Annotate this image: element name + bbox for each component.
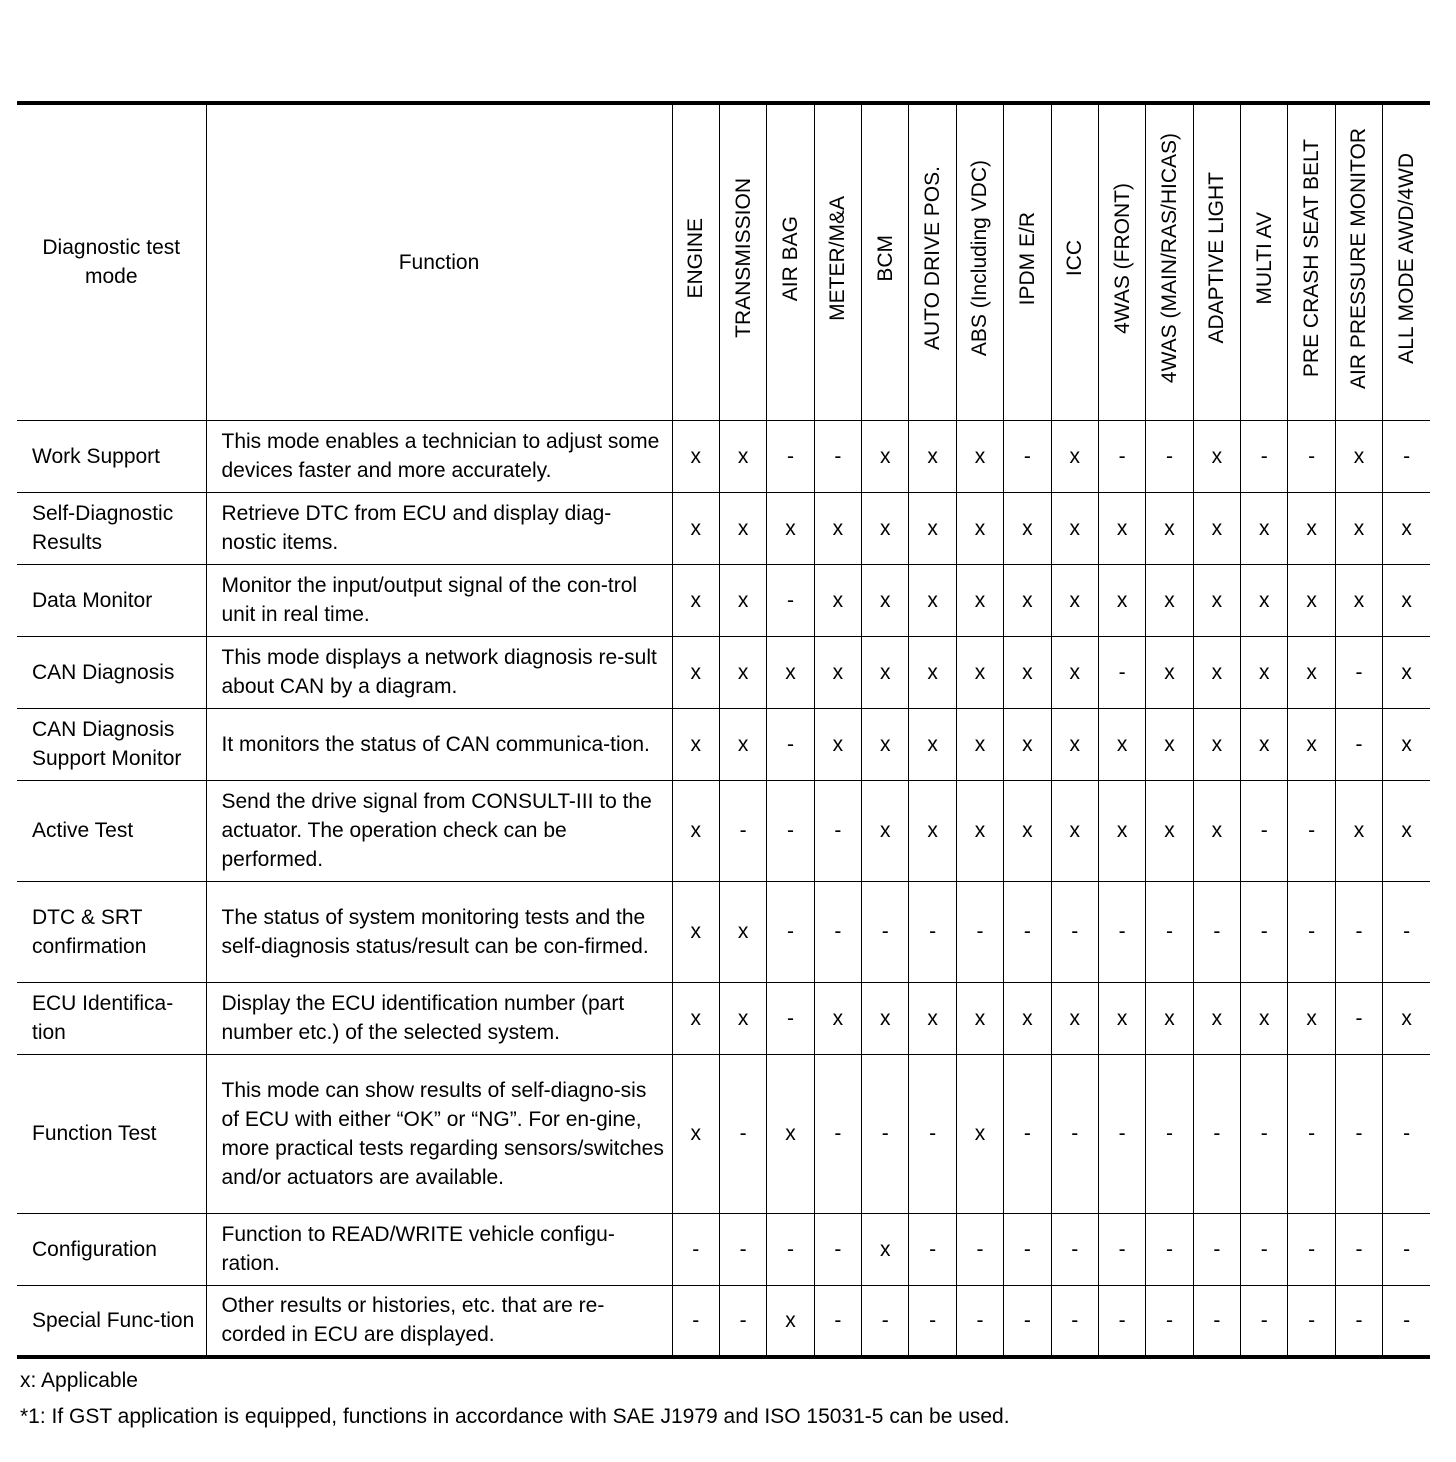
table-row — [17, 881, 1430, 982]
applicability-cell: x — [719, 420, 766, 492]
header-system-label: ADAPTIVE LIGHT — [1205, 172, 1229, 345]
applicability-cell: x — [1335, 420, 1382, 492]
table-row — [17, 780, 1430, 881]
applicability-cell: x — [1004, 780, 1051, 881]
applicability-cell: x — [1146, 492, 1193, 564]
mode-cell: Active Test — [17, 780, 206, 881]
applicability-cell: x — [1193, 492, 1240, 564]
applicability-cell: - — [1098, 1054, 1145, 1213]
applicability-cell: - — [909, 1213, 956, 1285]
mode-cell: Self-Diagnostic Results — [17, 492, 206, 564]
applicability-cell: x — [1383, 982, 1430, 1054]
applicability-cell: x — [1383, 492, 1430, 564]
applicability-cell: - — [1051, 1213, 1098, 1285]
header-system — [1146, 103, 1193, 420]
applicability-cell: - — [1098, 420, 1145, 492]
applicability-cell: x — [1335, 492, 1382, 564]
applicability-cell: - — [909, 1054, 956, 1213]
function-cell: The status of system monitoring tests and the self-diagnosis status/result can be con-firmed. — [206, 881, 672, 982]
applicability-cell: - — [1098, 881, 1145, 982]
applicability-cell: - — [767, 780, 814, 881]
applicability-cell: x — [862, 564, 909, 636]
applicability-cell: - — [1193, 881, 1240, 982]
footnote: *1: If GST application is equipped, functions in accordance with SAE J1979 and ISO 15031-5 can be used. — [20, 1405, 1010, 1428]
applicability-cell: x — [814, 492, 861, 564]
applicability-cell: x — [956, 708, 1003, 780]
header-system-label: AUTO DRIVE POS. — [921, 166, 945, 351]
applicability-cell: - — [909, 881, 956, 982]
applicability-cell: - — [1051, 881, 1098, 982]
function-cell: Other results or histories, etc. that are re-corded in ECU are displayed. — [206, 1285, 672, 1357]
applicability-cell: x — [1288, 636, 1335, 708]
applicability-cell: - — [672, 1285, 719, 1357]
applicability-cell: - — [1383, 1213, 1430, 1285]
header-system-label: AIR PRESSURE MONITOR — [1347, 127, 1371, 389]
applicability-cell: - — [1146, 881, 1193, 982]
mode-cell: Configuration — [17, 1213, 206, 1285]
applicability-cell: - — [767, 982, 814, 1054]
applicability-cell: x — [1288, 708, 1335, 780]
table-row — [17, 1285, 1430, 1357]
table-row — [17, 636, 1430, 708]
applicability-cell: x — [1335, 564, 1382, 636]
header-system — [956, 103, 1003, 420]
applicability-cell: x — [956, 636, 1003, 708]
applicability-cell: - — [956, 1285, 1003, 1357]
applicability-cell: x — [1146, 636, 1193, 708]
applicability-cell: x — [1146, 780, 1193, 881]
applicability-cell: x — [862, 636, 909, 708]
applicability-cell: x — [956, 492, 1003, 564]
applicability-cell: - — [1383, 1285, 1430, 1357]
applicability-cell: x — [1051, 420, 1098, 492]
applicability-cell: - — [1383, 420, 1430, 492]
applicability-cell: - — [1146, 1285, 1193, 1357]
applicability-cell: - — [1383, 1054, 1430, 1213]
applicability-cell: x — [1051, 492, 1098, 564]
applicability-cell: x — [672, 881, 719, 982]
applicability-cell: x — [1004, 564, 1051, 636]
header-system-label: TRANSMISSION — [731, 178, 755, 339]
applicability-cell: x — [672, 636, 719, 708]
applicability-cell: - — [862, 1054, 909, 1213]
table-row — [17, 564, 1430, 636]
applicability-cell: - — [1004, 420, 1051, 492]
function-cell: It monitors the status of CAN communica-tion. — [206, 708, 672, 780]
applicability-cell: - — [1288, 881, 1335, 982]
header-system-label: ICC — [1063, 240, 1087, 277]
table-row — [17, 982, 1430, 1054]
header-system — [1241, 103, 1288, 420]
applicability-cell: x — [814, 982, 861, 1054]
applicability-cell: - — [1051, 1285, 1098, 1357]
applicability-cell: - — [1193, 1285, 1240, 1357]
function-cell: Display the ECU identification number (part number etc.) of the selected system. — [206, 982, 672, 1054]
applicability-cell: x — [909, 982, 956, 1054]
applicability-cell: x — [956, 780, 1003, 881]
mode-cell: Work Support — [17, 420, 206, 492]
header-function: Function — [206, 103, 672, 420]
applicability-cell: - — [1004, 1054, 1051, 1213]
applicability-cell: - — [814, 1213, 861, 1285]
applicability-cell: x — [1146, 564, 1193, 636]
applicability-cell: - — [1335, 708, 1382, 780]
applicability-cell: x — [956, 564, 1003, 636]
applicability-cell: - — [1335, 1213, 1382, 1285]
applicability-cell: x — [1241, 982, 1288, 1054]
applicability-cell: x — [862, 982, 909, 1054]
mode-cell: ECU Identifica-tion — [17, 982, 206, 1054]
applicability-cell: x — [719, 636, 766, 708]
header-system — [719, 103, 766, 420]
applicability-cell: x — [1098, 564, 1145, 636]
function-cell: Function to READ/WRITE vehicle configu-ration. — [206, 1213, 672, 1285]
applicability-cell: x — [767, 492, 814, 564]
applicability-cell: - — [814, 881, 861, 982]
applicability-cell: x — [672, 1054, 719, 1213]
applicability-cell: x — [1241, 564, 1288, 636]
applicability-cell: - — [1383, 881, 1430, 982]
applicability-cell: x — [862, 420, 909, 492]
applicability-cell: - — [767, 1213, 814, 1285]
applicability-cell: - — [1098, 1213, 1145, 1285]
applicability-cell: x — [862, 492, 909, 564]
applicability-cell: x — [909, 708, 956, 780]
applicability-cell: x — [814, 564, 861, 636]
applicability-cell: x — [1051, 780, 1098, 881]
applicability-cell: - — [1146, 1213, 1193, 1285]
legend-note: x: Applicable — [20, 1369, 138, 1392]
applicability-cell: - — [1288, 1213, 1335, 1285]
applicability-cell: - — [1241, 1054, 1288, 1213]
header-system-label: BCM — [873, 234, 897, 282]
applicability-cell: x — [672, 420, 719, 492]
applicability-cell: x — [767, 636, 814, 708]
header-system — [1193, 103, 1240, 420]
applicability-cell: x — [1051, 708, 1098, 780]
applicability-cell: - — [862, 881, 909, 982]
header-system — [767, 103, 814, 420]
applicability-cell: x — [1193, 780, 1240, 881]
applicability-cell: - — [1241, 420, 1288, 492]
applicability-cell: x — [1004, 492, 1051, 564]
applicability-cell: - — [1288, 1285, 1335, 1357]
applicability-cell: - — [1335, 1285, 1382, 1357]
header-system-label: AIR BAG — [778, 215, 802, 301]
applicability-cell: x — [767, 1054, 814, 1213]
function-cell: Retrieve DTC from ECU and display diag-nostic items. — [206, 492, 672, 564]
applicability-cell: - — [1193, 1213, 1240, 1285]
header-system-label: MULTI AV — [1252, 211, 1276, 305]
mode-cell: DTC & SRT confirmation — [17, 881, 206, 982]
applicability-cell: - — [1241, 1285, 1288, 1357]
header-system-label: ABS (Including VDC) — [968, 160, 992, 357]
applicability-cell: x — [1241, 708, 1288, 780]
applicability-cell: x — [909, 564, 956, 636]
applicability-cell: x — [1193, 708, 1240, 780]
applicability-cell: - — [1335, 636, 1382, 708]
applicability-cell: x — [862, 1213, 909, 1285]
applicability-cell: x — [1146, 982, 1193, 1054]
applicability-cell: - — [1241, 1213, 1288, 1285]
mode-cell: Special Func-tion — [17, 1285, 206, 1357]
applicability-cell: - — [767, 881, 814, 982]
applicability-cell: x — [1051, 564, 1098, 636]
applicability-cell: x — [672, 982, 719, 1054]
table-row — [17, 492, 1430, 564]
applicability-cell: - — [1241, 881, 1288, 982]
applicability-cell: - — [767, 420, 814, 492]
applicability-cell: - — [1004, 1285, 1051, 1357]
applicability-cell: x — [1383, 780, 1430, 881]
table-row — [17, 1054, 1430, 1213]
header-system — [1098, 103, 1145, 420]
header-system — [1051, 103, 1098, 420]
header-system-label: IPDM E/R — [1015, 211, 1039, 305]
applicability-cell: - — [1051, 1054, 1098, 1213]
applicability-cell: x — [1335, 780, 1382, 881]
applicability-cell: - — [719, 1285, 766, 1357]
applicability-cell: - — [956, 881, 1003, 982]
header-system-label: ENGINE — [684, 217, 708, 299]
applicability-cell: x — [1193, 636, 1240, 708]
applicability-cell: - — [767, 708, 814, 780]
applicability-cell: x — [862, 708, 909, 780]
applicability-cell: x — [672, 492, 719, 564]
header-system — [862, 103, 909, 420]
header-system — [1288, 103, 1335, 420]
applicability-cell: x — [1098, 708, 1145, 780]
function-cell: This mode displays a network diagnosis re-sult about CAN by a diagram. — [206, 636, 672, 708]
applicability-cell: - — [1004, 881, 1051, 982]
applicability-cell: x — [719, 708, 766, 780]
applicability-cell: x — [1004, 636, 1051, 708]
applicability-cell: x — [719, 982, 766, 1054]
applicability-cell: - — [1335, 982, 1382, 1054]
applicability-cell: - — [1335, 881, 1382, 982]
header-system-label: METER/M&A — [826, 195, 850, 321]
table-row — [17, 1213, 1430, 1285]
applicability-cell: x — [1146, 708, 1193, 780]
applicability-cell: - — [1288, 780, 1335, 881]
applicability-cell: x — [719, 881, 766, 982]
diagnostic-mode-table — [17, 101, 1430, 1359]
applicability-cell: - — [1193, 1054, 1240, 1213]
applicability-cell: x — [672, 780, 719, 881]
applicability-cell: x — [1193, 564, 1240, 636]
mode-cell: CAN Diagnosis — [17, 636, 206, 708]
applicability-cell: - — [1146, 1054, 1193, 1213]
applicability-cell: x — [1193, 982, 1240, 1054]
applicability-cell: - — [719, 1054, 766, 1213]
applicability-cell: x — [1004, 982, 1051, 1054]
applicability-cell: - — [814, 1285, 861, 1357]
applicability-cell: - — [862, 1285, 909, 1357]
applicability-cell: x — [767, 1285, 814, 1357]
applicability-cell: x — [719, 492, 766, 564]
applicability-cell: x — [909, 780, 956, 881]
function-cell: Send the drive signal from CONSULT-III to the actuator. The operation check can be performed. — [206, 780, 672, 881]
header-system — [1335, 103, 1382, 420]
applicability-cell: - — [719, 780, 766, 881]
applicability-cell: - — [814, 420, 861, 492]
applicability-cell: x — [956, 420, 1003, 492]
applicability-cell: - — [1146, 420, 1193, 492]
applicability-cell: x — [1004, 708, 1051, 780]
applicability-cell: x — [956, 1054, 1003, 1213]
applicability-cell: x — [1288, 492, 1335, 564]
applicability-cell: - — [956, 1213, 1003, 1285]
applicability-cell: - — [767, 564, 814, 636]
header-system-label: PRE CRASH SEAT BELT — [1300, 139, 1324, 378]
applicability-cell: x — [1288, 564, 1335, 636]
applicability-cell: x — [909, 492, 956, 564]
applicability-cell: - — [909, 1285, 956, 1357]
applicability-cell: x — [1383, 636, 1430, 708]
applicability-cell: - — [1004, 1213, 1051, 1285]
applicability-cell: x — [1241, 636, 1288, 708]
applicability-cell: - — [814, 1054, 861, 1213]
applicability-cell: x — [956, 982, 1003, 1054]
applicability-cell: x — [719, 564, 766, 636]
applicability-cell: - — [1288, 1054, 1335, 1213]
header-system — [672, 103, 719, 420]
header-system — [1383, 103, 1430, 420]
table-header-row — [17, 103, 1430, 420]
mode-cell: Data Monitor — [17, 564, 206, 636]
applicability-cell: - — [672, 1213, 719, 1285]
function-cell: Monitor the input/output signal of the con-trol unit in real time. — [206, 564, 672, 636]
header-system — [909, 103, 956, 420]
applicability-cell: x — [1098, 982, 1145, 1054]
applicability-cell: x — [1098, 492, 1145, 564]
applicability-cell: x — [1241, 492, 1288, 564]
applicability-cell: x — [909, 420, 956, 492]
applicability-cell: x — [1288, 982, 1335, 1054]
applicability-cell: x — [909, 636, 956, 708]
applicability-cell: x — [814, 636, 861, 708]
header-diagnostic-test-mode: Diagnostic test mode — [17, 103, 206, 420]
table-row — [17, 420, 1430, 492]
applicability-cell: x — [672, 708, 719, 780]
applicability-cell: x — [1098, 780, 1145, 881]
applicability-cell: - — [1241, 780, 1288, 881]
applicability-cell: x — [1383, 564, 1430, 636]
applicability-cell: x — [1051, 636, 1098, 708]
applicability-cell: - — [1288, 420, 1335, 492]
applicability-cell: - — [814, 780, 861, 881]
table-row — [17, 708, 1430, 780]
applicability-cell: - — [719, 1213, 766, 1285]
header-system-label: 4WAS (FRONT) — [1110, 182, 1134, 334]
mode-cell: Function Test — [17, 1054, 206, 1213]
function-cell: This mode can show results of self-diagno-sis of ECU with either “OK” or “NG”. For en-gine, more practical tests regarding sensors/switches and/or actuators are available. — [206, 1054, 672, 1213]
applicability-cell: - — [1335, 1054, 1382, 1213]
header-system — [1004, 103, 1051, 420]
applicability-cell: x — [1383, 708, 1430, 780]
function-cell: This mode enables a technician to adjust some devices faster and more accurately. — [206, 420, 672, 492]
applicability-cell: x — [1051, 982, 1098, 1054]
applicability-cell: x — [862, 780, 909, 881]
header-system-label: 4WAS (MAIN/RAS/HICAS) — [1157, 133, 1181, 384]
applicability-cell: x — [814, 708, 861, 780]
applicability-cell: x — [1193, 420, 1240, 492]
applicability-cell: x — [672, 564, 719, 636]
header-system-label: ALL MODE AWD/4WD — [1395, 152, 1419, 364]
applicability-cell: - — [1098, 1285, 1145, 1357]
header-system — [814, 103, 861, 420]
applicability-cell: - — [1098, 636, 1145, 708]
mode-cell: CAN Diagnosis Support Monitor — [17, 708, 206, 780]
